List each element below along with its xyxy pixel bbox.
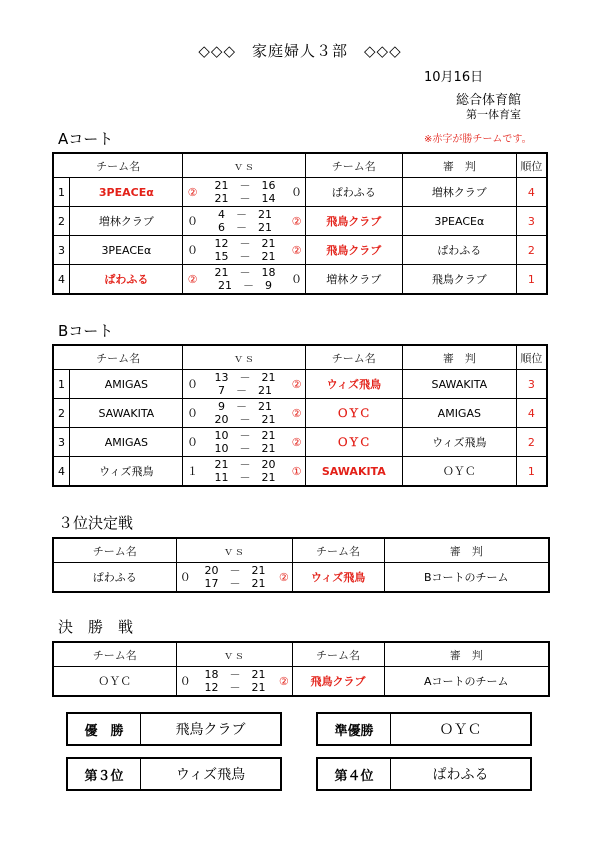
- set-score-1: 4 － 21: [218, 208, 273, 221]
- winner-note: ※赤字が勝チームです。: [424, 134, 532, 145]
- table-row: [53, 428, 547, 457]
- set-scores: [202, 399, 289, 428]
- team1-sets: ０: [183, 399, 202, 428]
- team2-sets: ②: [288, 207, 305, 236]
- referee-cell: Bコートのチーム: [384, 563, 549, 593]
- set-scores: [194, 563, 276, 593]
- header-team1: チーム名: [53, 153, 183, 178]
- team2-sets: ②: [288, 236, 305, 265]
- result-value: ぱわふる: [432, 767, 489, 783]
- header-team1: チーム名: [53, 345, 183, 370]
- match-number: 2: [53, 399, 70, 428]
- header-referee: 審 判: [402, 345, 516, 370]
- team1-cell: ぱわふる: [70, 265, 183, 295]
- set-score-2: 7 － 21: [218, 384, 273, 397]
- court-a-table: [52, 152, 548, 295]
- table-row: [53, 563, 549, 593]
- team1-cell: 3PEACEα: [70, 236, 183, 265]
- team2-cell: 増林クラブ: [305, 265, 402, 295]
- set-scores: [202, 236, 289, 265]
- team2-sets: ②: [288, 428, 305, 457]
- table-header: [53, 153, 547, 178]
- team1-cell: ぱわふる: [53, 563, 176, 593]
- result-fourth: [316, 757, 532, 791]
- team1-sets: ０: [176, 563, 194, 593]
- final-title: 決 勝 戦: [58, 618, 134, 636]
- referee-cell: Aコートのチーム: [384, 667, 549, 697]
- set-score-1: 21 － 18: [214, 266, 276, 279]
- set-scores: [202, 428, 289, 457]
- team2-sets: ０: [288, 265, 305, 295]
- table-row: [53, 178, 547, 207]
- match-number: 4: [53, 457, 70, 487]
- set-score-1: 20 － 21: [204, 564, 266, 577]
- result-label: 第４位: [318, 759, 391, 789]
- team1-cell: ＯＹＣ: [53, 667, 176, 697]
- third-place-title: ３位決定戦: [58, 514, 134, 532]
- set-score-2: 21 － 14: [214, 192, 276, 205]
- match-number: 4: [53, 265, 70, 295]
- team2-cell: ＯＹＣ: [305, 399, 402, 428]
- set-score-2: 6 － 21: [218, 221, 273, 234]
- match-number: 1: [53, 370, 70, 399]
- rank-cell: 4: [516, 178, 547, 207]
- header-team1: チーム名: [53, 538, 176, 563]
- rank-cell: 2: [516, 236, 547, 265]
- match-number: 2: [53, 207, 70, 236]
- result-value: ＯＹＣ: [439, 722, 482, 738]
- team2-sets: ②: [276, 563, 292, 593]
- header-vs: ｖｓ: [176, 642, 292, 667]
- team2-sets: ０: [288, 178, 305, 207]
- rank-cell: 3: [516, 207, 547, 236]
- team2-cell: SAWAKITA: [305, 457, 402, 487]
- team1-sets: ０: [183, 236, 202, 265]
- referee-cell: ウィズ飛鳥: [402, 428, 516, 457]
- team2-sets: ②: [288, 370, 305, 399]
- team2-cell: 飛鳥クラブ: [305, 207, 402, 236]
- court-b-title: Bコート: [58, 322, 114, 340]
- team2-cell: 飛鳥クラブ: [305, 236, 402, 265]
- header-rank: 順位: [516, 345, 547, 370]
- team1-cell: AMIGAS: [70, 428, 183, 457]
- court-b-table: [52, 344, 548, 487]
- match-number: 3: [53, 236, 70, 265]
- table-header: [53, 642, 549, 667]
- result-runner-up: [316, 712, 532, 746]
- header-vs: ｖｓ: [183, 153, 305, 178]
- header-team1: チーム名: [53, 642, 176, 667]
- result-value: ウィズ飛鳥: [175, 767, 246, 783]
- referee-cell: AMIGAS: [402, 399, 516, 428]
- referee-cell: SAWAKITA: [402, 370, 516, 399]
- team1-sets: １: [183, 457, 202, 487]
- table-row: [53, 667, 549, 697]
- team2-sets: ①: [288, 457, 305, 487]
- team1-sets: ０: [183, 207, 202, 236]
- result-value: 飛鳥クラブ: [175, 722, 246, 738]
- set-score-2: 10 － 21: [214, 442, 276, 455]
- header-referee: 審 判: [384, 538, 549, 563]
- team1-sets: ②: [183, 265, 202, 295]
- team1-cell: ウィズ飛鳥: [70, 457, 183, 487]
- referee-cell: 増林クラブ: [402, 178, 516, 207]
- team2-cell: ウィズ飛鳥: [305, 370, 402, 399]
- team1-sets: ０: [176, 667, 194, 697]
- referee-cell: 3PEACEα: [402, 207, 516, 236]
- team1-cell: SAWAKITA: [70, 399, 183, 428]
- rank-cell: 3: [516, 370, 547, 399]
- set-score-2: 12 － 21: [204, 681, 266, 694]
- header-referee: 審 判: [384, 642, 549, 667]
- table-row: [53, 236, 547, 265]
- set-score-1: 10 － 21: [214, 429, 276, 442]
- set-score-2: 11 － 21: [214, 471, 276, 484]
- team2-cell: ぱわふる: [305, 178, 402, 207]
- rank-cell: 1: [516, 457, 547, 487]
- set-score-1: 9 － 21: [218, 400, 273, 413]
- third-place-table: [52, 537, 550, 593]
- result-champion: [66, 712, 282, 746]
- table-row: [53, 370, 547, 399]
- header-vs: ｖｓ: [176, 538, 292, 563]
- set-score-2: 20 － 21: [214, 413, 276, 426]
- set-score-2: 15 － 21: [214, 250, 276, 263]
- team1-sets: ０: [183, 428, 202, 457]
- table-header: [53, 345, 547, 370]
- header-team2: チーム名: [305, 153, 402, 178]
- header-team2: チーム名: [292, 642, 384, 667]
- set-scores: [202, 457, 289, 487]
- referee-cell: ぱわふる: [402, 236, 516, 265]
- table-row: [53, 457, 547, 487]
- team2-sets: ②: [276, 667, 292, 697]
- rank-cell: 1: [516, 265, 547, 295]
- set-score-2: 21 － 9: [218, 279, 273, 292]
- result-third: [66, 757, 282, 791]
- match-number: 3: [53, 428, 70, 457]
- set-score-2: 17 － 21: [204, 577, 266, 590]
- match-number: 1: [53, 178, 70, 207]
- table-row: [53, 207, 547, 236]
- referee-cell: 飛鳥クラブ: [402, 265, 516, 295]
- event-date: 10月16日: [424, 70, 484, 85]
- set-score-1: 12 － 21: [214, 237, 276, 250]
- court-a-title: Aコート: [58, 130, 114, 148]
- set-scores: [202, 265, 289, 295]
- set-score-1: 21 － 20: [214, 458, 276, 471]
- set-score-1: 21 － 16: [214, 179, 276, 192]
- team2-cell: ＯＹＣ: [305, 428, 402, 457]
- team1-cell: AMIGAS: [70, 370, 183, 399]
- referee-cell: ＯＹＣ: [402, 457, 516, 487]
- header-vs: ｖｓ: [183, 345, 305, 370]
- team1-sets: ０: [183, 370, 202, 399]
- header-team2: チーム名: [305, 345, 402, 370]
- team2-cell: ウィズ飛鳥: [292, 563, 384, 593]
- team2-cell: 飛鳥クラブ: [292, 667, 384, 697]
- result-label: 準優勝: [318, 714, 391, 744]
- page-title: ◇◇◇ 家庭婦人３部 ◇◇◇: [198, 42, 402, 60]
- set-scores: [202, 207, 289, 236]
- table-header: [53, 538, 549, 563]
- final-table: [52, 641, 550, 697]
- rank-cell: 2: [516, 428, 547, 457]
- table-row: [53, 399, 547, 428]
- set-score-1: 18 － 21: [204, 668, 266, 681]
- team1-cell: 3PEACEα: [70, 178, 183, 207]
- venue: 総合体育館: [456, 93, 522, 108]
- header-referee: 審 判: [402, 153, 516, 178]
- team1-cell: 増林クラブ: [70, 207, 183, 236]
- header-rank: 順位: [516, 153, 547, 178]
- set-scores: [202, 370, 289, 399]
- team2-sets: ②: [288, 399, 305, 428]
- result-label: 優 勝: [68, 714, 141, 744]
- table-row: [53, 265, 547, 295]
- set-score-1: 13 － 21: [214, 371, 276, 384]
- venue-room: 第一体育室: [466, 108, 521, 121]
- result-label: 第３位: [68, 759, 141, 789]
- rank-cell: 4: [516, 399, 547, 428]
- set-scores: [194, 667, 276, 697]
- header-team2: チーム名: [292, 538, 384, 563]
- team1-sets: ②: [183, 178, 202, 207]
- set-scores: [202, 178, 289, 207]
